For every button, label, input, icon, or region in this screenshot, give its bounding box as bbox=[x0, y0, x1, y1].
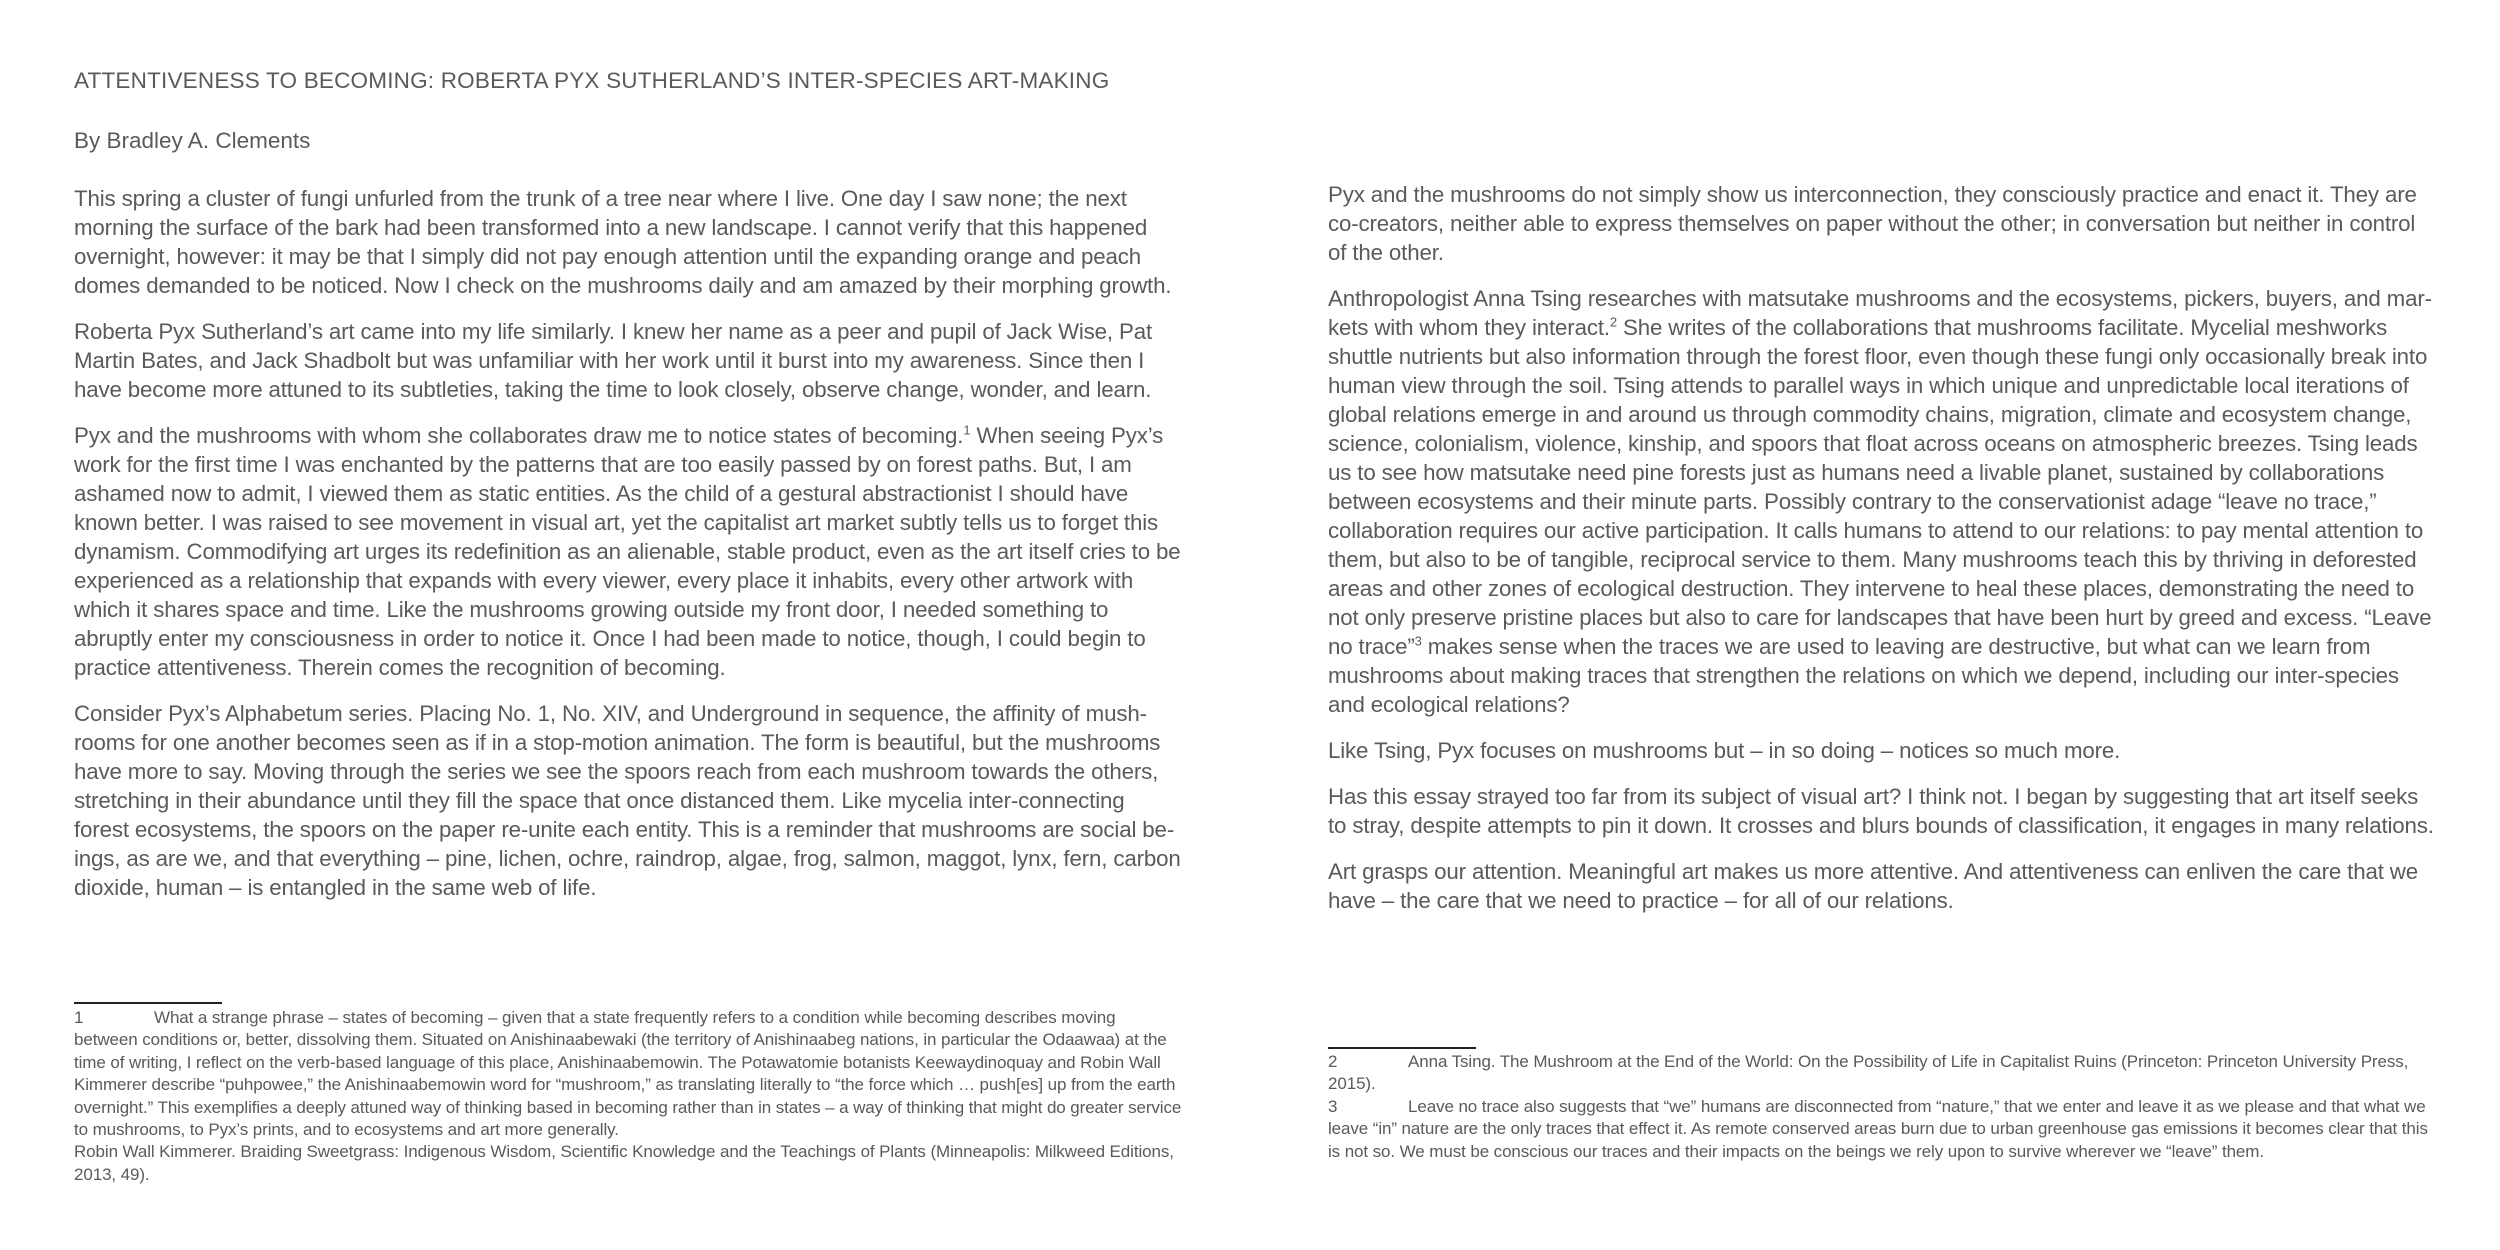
paragraph: Anthropologist Anna Tsing researches with matsutake mushrooms and the ecosystems, pickers, buyers, and markets with whom they interact.$^2$ She writes of the collaborations that mushrooms facilitate. Mycelial meshworks shuttle nutrients but also information through the forest floor, even though these fungi only occasionally break into human view through the soil. Tsing attends to parallel ways in which unique and unpredictable local iterations of global relations emerge in and around us through commodity chains, migration, climate and ecosystem change, science, colonialism, violence, kinship, and spoors that float across oceans on atmospheric breezes. Tsing leads us to see how matsutake need pine forests just as humans need a livable planet, sustained by collaborations between ecosystems and their minute parts. Possibly contrary to the conservationist adage “leave no trace,” collaboration requires our active participation. It calls humans to attend to our relations: to pay mental attention to them, but also to be of tangible, reciprocal service to them. Many mushrooms teach this by thriving in deforested areas and other zones of ecological destruction. They intervene to heal these places, demonstrating the need to not only preserve pristine places but also to care for landscapes that have been hurt by greed and excess. “Leave no trace”$^3$ makes sense when the traces we are used to leaving are destructive, but what can we learn from mushrooms about making traces that strengthen the relations on which we depend, including our inter-species and ecological relations? bbox=[1328, 286, 2433, 717]
footnote-reference[interactable]: 3 bbox=[1414, 633, 1422, 649]
paragraph: Art grasps our attention. Meaningful art makes us more attentive. And attentiveness can enliven the care that we have – the care that we need to practice – for all of our relations. bbox=[1328, 859, 2418, 913]
footnotes bbox=[1328, 1051, 2436, 1163]
footnote: 2 Anna Tsing. The Mushroom at the End of the World: On the Possibility of Life in Capitalist Ruins (Princeton: Princeton University Press, 2015). bbox=[1328, 1052, 2409, 1094]
essay-title: ATTENTIVENESS TO BECOMING: ROBERTA PYX SUTHERLAND’S INTER-SPECIES ART-MAKING bbox=[74, 68, 1110, 93]
footnote-divider bbox=[1328, 1047, 1476, 1049]
right-body-text bbox=[1328, 180, 2436, 932]
footnote-reference[interactable]: 2 bbox=[1609, 314, 1617, 330]
left-body-text bbox=[74, 184, 1182, 919]
paragraph: Consider Pyx’s Alphabetum series. Placing No. 1, No. XIV, and Underground in sequence, the affinity of mushrooms for one another becomes seen as if in a stop-motion animation. The form is beautiful, but the mushrooms have more to say. Moving through the series we see the spoors reach from each mushroom towards the others, stretching in their abundance until they fill the space that once distanced them. Like mycelia inter-connecting forest ecosystems, the spoors on the paper re-unite each entity. This is a reminder that mushrooms are social beings, as are we, and that everything – pine, lichen, ochre, raindrop, algae, frog, salmon, maggot, lynx, fern, carbon dioxide, human – is entangled in the same web of life. bbox=[74, 701, 1181, 900]
footnote-number: 2 bbox=[1328, 1052, 1338, 1071]
paragraph: Pyx and the mushrooms with whom she collaborates draw me to notice states of becoming.$^1$ When seeing Pyx’s work for the first time I was enchanted by the patterns that are too easily passed by on forest paths. But, I am ashamed now to admit, I viewed them as static entities. As the child of a gestural abstractionist I should have known better. I was raised to see movement in visual art, yet the capitalist art market subtly tells us to forget this dynamism. Commodifying art urges its redefinition as an alienable, stable product, even as the art itself cries to be experienced as a relationship that expands with every viewer, every place it inhabits, every other artwork with which it shares space and time. Like the mushrooms growing outside my front door, I needed something to abruptly enter my consciousness in order to notice it. Once I had been made to notice, though, I could begin to practice attentiveness. Therein comes the recognition of becoming. bbox=[74, 422, 1181, 680]
footnotes bbox=[74, 1007, 1182, 1186]
footnote-number: 3 bbox=[1328, 1096, 1338, 1116]
paragraph: Roberta Pyx Sutherland’s art came into my life similarly. I knew her name as a peer and pupil of Jack Wise, Pat Martin Bates, and Jack Shadbolt but was unfamiliar with her work until it burst into my awareness. Since then I have become more attuned to its subtleties, taking the time to look closely, observe change, wonder, and learn. bbox=[74, 319, 1153, 402]
footnote-number: 1 bbox=[74, 1008, 84, 1027]
byline: By Bradley A. Clements bbox=[74, 128, 311, 153]
footnote: 3 Leave no trace also suggests that “we” humans are disconnected from “nature,” that we enter and leave it as we please and that what we leave “in” nature are the only traces that effect it. As remote conserved areas burn due to urban greenhouse gas emissions it becomes clear that this is not so. We must be conscious our traces and their impacts on the beings we rely upon to survive wherever we “leave” them. bbox=[1328, 1096, 2428, 1161]
footnote: 1 What a strange phrase – states of becoming – given that a state frequently refers to a condition while becoming describes moving between conditions or, better, dissolving them. Situated on Anishinaabewaki (the territory of Anishinaabeg nations, in particular the Odaawaa) at the time of writing, I reflect on the verb-based language of this place, Anishinaabemowin. The Potawatomie botanists Keewaydinoquay and Robin Wall Kimmerer describe “puhpowee,” the Anishinaabemowin word for “mushroom,” as translating literally to “the force which … push[es] up from the earth overnight.” This exemplifies a deeply attuned way of thinking based in becoming rather than in states – a way of thinking that might do greater service to mushrooms, to Pyx’s prints, and to ecosystems and art more generally. bbox=[74, 1008, 1182, 1140]
footnote-divider bbox=[74, 1002, 222, 1004]
footnote-reference[interactable]: 1 bbox=[963, 422, 971, 438]
paragraph: Pyx and the mushrooms do not simply show us interconnection, they consciously practice and enact it. They are co-creators, neither able to express themselves on paper without the other; in conversation but neither in control of the other. bbox=[1328, 182, 2417, 265]
paragraph: Like Tsing, Pyx focuses on mushrooms but – in so doing – notices so much more. bbox=[1328, 738, 2121, 763]
paragraph: Has this essay strayed too far from its subject of visual art? I think not. I began by suggesting that art itself seeks to stray, despite attempts to pin it down. It crosses and blurs bounds of classification, it engages in many relations. bbox=[1328, 784, 2434, 838]
paragraph: This spring a cluster of fungi unfurled from the trunk of a tree near where I live. One day I saw none; the next morning the surface of the bark had been transformed into a new landscape. I cannot verify that this happened overnight, however: it may be that I simply did not pay enough attention until the expanding orange and peach domes demanded to be noticed. Now I check on the mushrooms daily and am amazed by their morphing growth. bbox=[74, 186, 1172, 298]
footnote: Robin Wall Kimmerer. Braiding Sweetgrass: Indigenous Wisdom, Scientific Knowledge and the Teachings of Plants (Minneapolis: Milkweed Editions, 2013, 49). bbox=[74, 1142, 1174, 1184]
